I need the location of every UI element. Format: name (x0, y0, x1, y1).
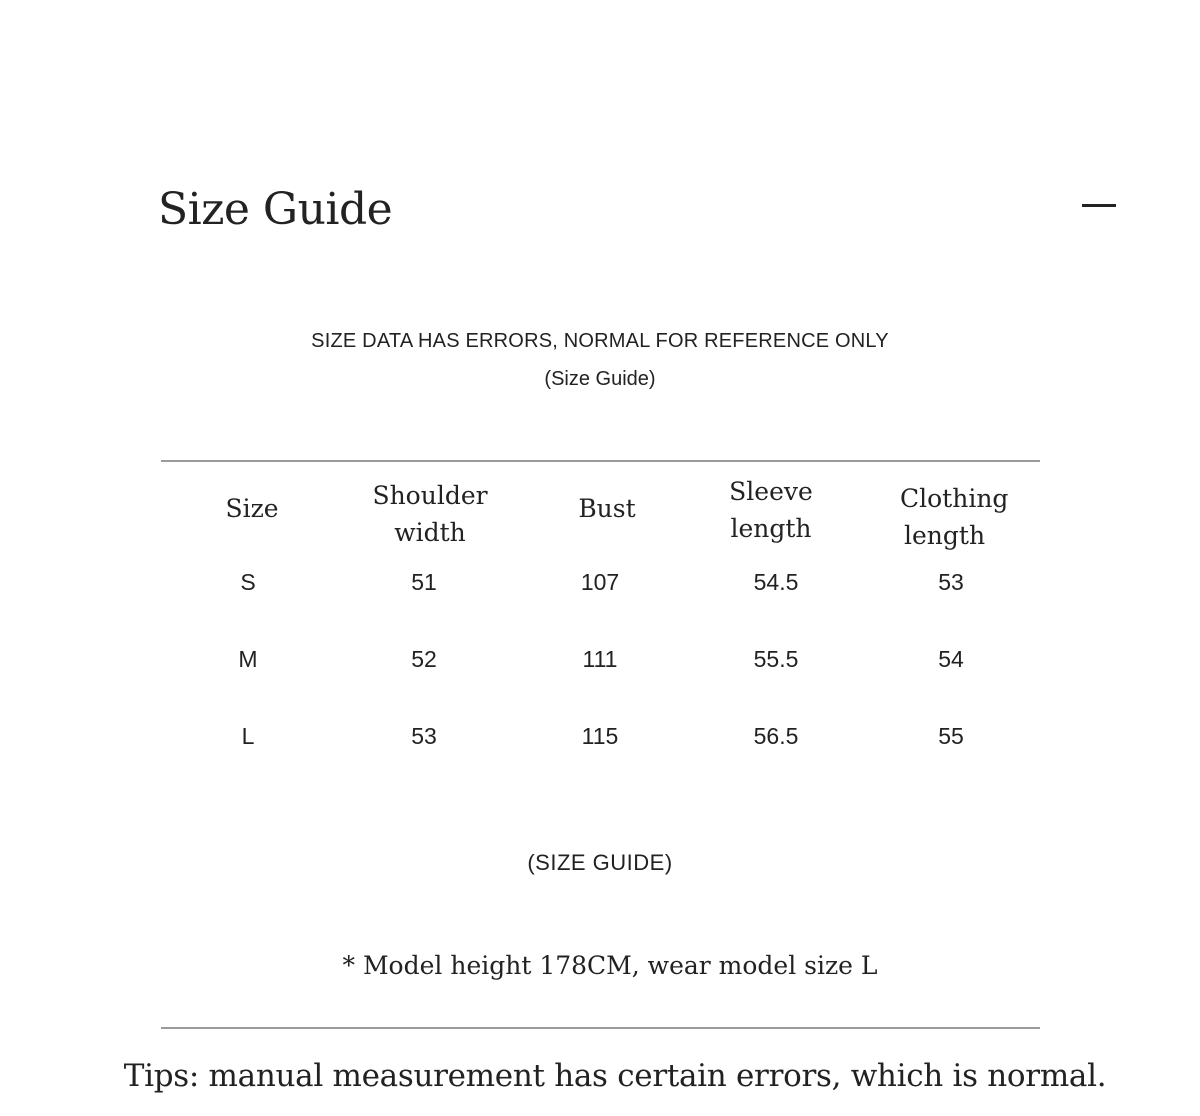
table-cell-clothing-length: 53 (938, 569, 964, 595)
table-cell-shoulder-width: 53 (411, 723, 437, 749)
table-cell-sleeve-length: 54.5 (753, 569, 799, 595)
column-header-label: Size (225, 494, 279, 523)
table-subtitle: (Size Guide) (544, 368, 656, 390)
column-header-label: length (730, 514, 812, 543)
collapse-button[interactable] (1078, 190, 1122, 220)
column-header-shoulder-width (355, 477, 505, 551)
table-cell-size: L (241, 723, 255, 749)
column-header-label: width (394, 518, 466, 547)
column-header-label: length (904, 521, 986, 550)
table-cell-bust: 115 (581, 723, 619, 749)
bottom-divider (161, 1027, 1040, 1029)
column-header-sleeve-length (711, 473, 831, 547)
tips-text: Tips: manual measurement has certain errors, which is normal. (123, 1058, 1107, 1094)
disclaimer-text: SIZE DATA HAS ERRORS, NORMAL FOR REFERENCE ONLY (311, 330, 889, 352)
table-cell-shoulder-width: 52 (411, 646, 437, 672)
page-title: Size Guide (158, 184, 393, 235)
column-header-label: Bust (578, 494, 636, 523)
table-cell-shoulder-width: 51 (411, 569, 437, 595)
table-cell-bust: 111 (582, 646, 618, 672)
table-cell-sleeve-length: 55.5 (753, 646, 799, 672)
column-header-bust (557, 490, 657, 527)
column-header-clothing-length (887, 480, 1027, 554)
table-cell-sleeve-length: 56.5 (753, 723, 799, 749)
table-cell-size: S (240, 569, 256, 595)
table-cell-clothing-length: 54 (938, 646, 964, 672)
table-cell-clothing-length: 55 (938, 723, 964, 749)
column-header-label: Clothing (900, 484, 1009, 513)
column-header-label: Shoulder (372, 481, 488, 510)
column-header-size (202, 490, 302, 527)
size-guide-caption: (SIZE GUIDE) (527, 850, 673, 875)
table-top-divider (161, 460, 1040, 462)
table-cell-bust: 107 (580, 569, 620, 595)
minus-icon (1082, 204, 1116, 207)
table-cell-size: M (238, 646, 258, 672)
column-header-label: Sleeve (729, 477, 813, 506)
model-note: * Model height 178CM, wear model size L (342, 951, 878, 980)
